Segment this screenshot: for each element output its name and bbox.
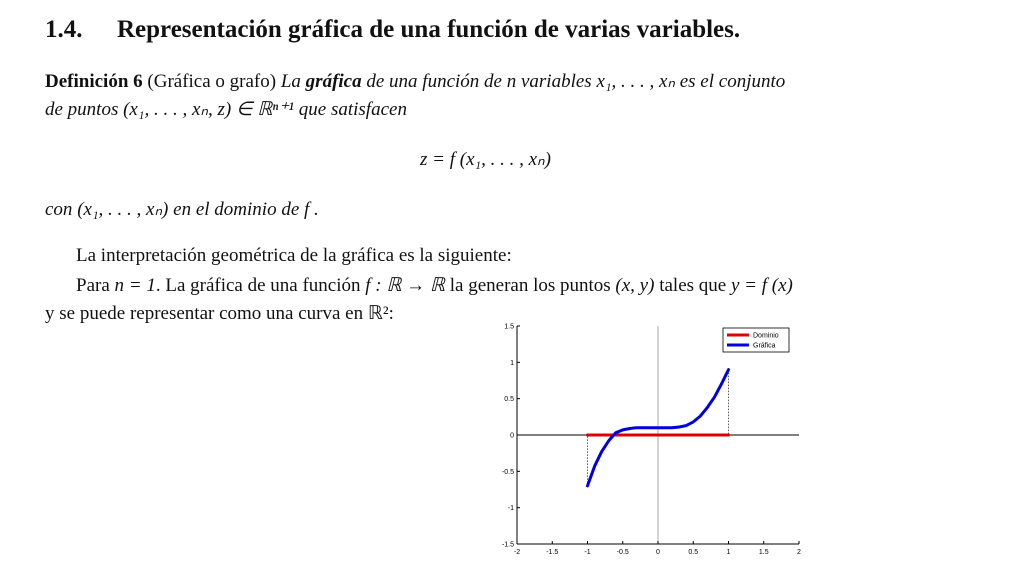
definition-text-a: La (280, 71, 301, 92)
paragraph-interpretation: La interpretación geométrica de la gráfica es la siguiente: (76, 245, 512, 266)
definition-line2-b: que satisfacen (298, 99, 407, 120)
y-tick-label: -1.5 (501, 541, 514, 549)
y-tick-label: 0 (510, 432, 514, 440)
definition-line2-tuple: (x₁, . . . , xₙ, z) ∈ ℝⁿ⁺¹ (123, 99, 295, 120)
definition-vars: x₁, . . . , xₙ (596, 71, 675, 92)
domain-condition (45, 198, 319, 221)
definition-n: n (506, 71, 517, 92)
case-a: Para (76, 275, 110, 296)
y-tick-label: -0.5 (501, 468, 514, 476)
condition-tuple: (x₁, . . . , xₙ) (77, 199, 169, 220)
paragraph-case-n1 (76, 274, 793, 297)
case-eq2: y = f (x) (730, 275, 793, 296)
definition-label: Definición 6 (45, 71, 143, 92)
y-tick-label: 1 (510, 359, 514, 367)
y-tick-label: 1.5 (504, 323, 514, 331)
x-tick-label: -1.5 (546, 549, 559, 556)
definition-line-2 (45, 98, 407, 121)
case-c: la generan los puntos (449, 275, 611, 296)
y-tick-label: -1 (507, 505, 514, 513)
condition-f: f . (304, 199, 319, 220)
definition-line2-a: de puntos (45, 99, 119, 120)
case-map: f : ℝ → ℝ (365, 275, 445, 296)
section-number: 1.4. (45, 16, 83, 43)
section-title: Representación gráfica de una función de varias variables. (117, 16, 741, 43)
x-tick-label: 0 (656, 549, 660, 556)
definition-line-1 (45, 70, 785, 93)
section-heading (45, 16, 740, 44)
definition-text-c: variables (520, 71, 592, 92)
x-tick-label: -0.5 (616, 549, 629, 556)
x-tick-label: -2 (513, 549, 521, 556)
display-equation: z = f (x₁, . . . , xₙ) (420, 149, 551, 170)
condition-b: en el dominio de (173, 199, 300, 220)
case-point: (x, y) (615, 275, 655, 296)
x-tick-label: 1 (726, 549, 731, 556)
function-graph-chart (495, 318, 807, 558)
definition-text-d: es el conjunto (679, 71, 786, 92)
legend-label: Dominio (753, 332, 779, 340)
x-tick-label: 1.5 (758, 549, 769, 556)
paragraph-curve: y se puede representar como una curva en ℝ²: (45, 303, 394, 324)
x-tick-label: 2 (797, 549, 801, 556)
condition-a: con (45, 199, 73, 220)
x-tick-label: 0.5 (688, 549, 699, 556)
case-d: tales que (659, 275, 727, 296)
definition-bold-term: gráfica (305, 71, 362, 92)
definition-text-b: de una función de (366, 71, 502, 92)
case-eq: n = 1 (114, 275, 156, 296)
y-tick-label: 0.5 (504, 396, 514, 404)
x-tick-label: -1 (584, 549, 591, 556)
case-b: . La gráfica de una función (155, 275, 361, 296)
legend-label: Gráfica (753, 342, 776, 350)
definition-name: (Gráfica o grafo) (147, 71, 277, 92)
